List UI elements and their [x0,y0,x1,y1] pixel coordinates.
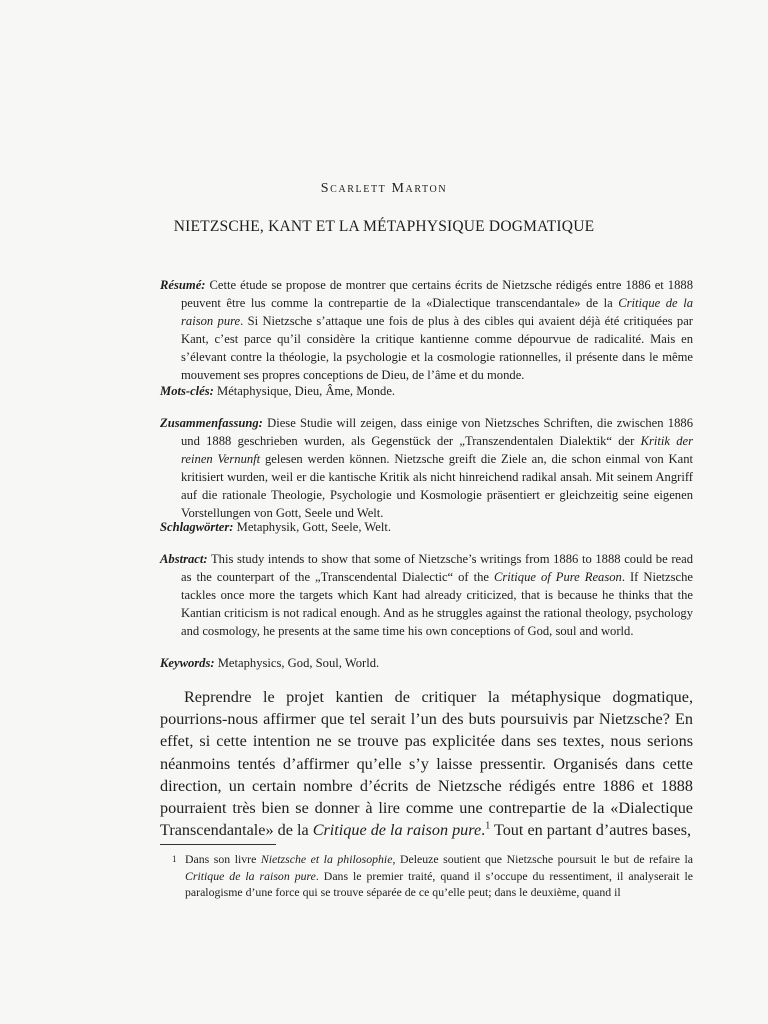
schlagwoerter-label: Schlagwörter: [160,520,234,534]
footnote-divider [160,844,276,845]
keywords-label: Keywords: [160,656,215,670]
motscles-label: Mots-clés: [160,384,214,398]
abstract-reference: Critique of Pure Reason [494,570,622,584]
keywords-text: Metaphysics, God, Soul, World. [214,656,380,670]
schlagwoerter-line [160,518,693,536]
footnote-text-2: , Deleuze soutient que Nietzsche poursuit le but de refaire la [392,852,693,866]
footnote-reference-2: Critique de la raison pure [185,868,316,883]
footnote-reference-1: Nietzsche et la philosophie [260,852,393,866]
footnote [160,851,693,901]
motscles-line [160,382,693,400]
body-reference: Critique de la raison pure [312,821,482,840]
resume-label: Résumé: [160,278,206,292]
footnote-text-3: . Dans le premier traité, quand il s’occupe du ressentiment, il analyserait le paralogisme d’une force qui se trouve séparée de ce qu’elle peut; dans le deuxième, quand il [185,868,693,900]
schlagwoerter-text: Metaphysik, Gott, Seele, Welt. [233,520,392,534]
motscles-text: Métaphysique, Dieu, Âme, Monde. [213,384,396,398]
resume-paragraph [160,276,693,384]
body-text-3: Tout en partant d’autres bases, [490,821,692,840]
resume-reference: Critique de la raison pure [181,296,693,328]
abstract-label: Abstract: [160,552,208,566]
resume-text-2: . Si Nietzsche s’attaque une fois de plus à des cibles qui avaient déjà été critiquées par Kant, c’est parce qu’il considère la critique kantienne comme dépourvue de radicalité. Mais en s’élevant contre la théologie, la psychologie et la cosmologie rationnelles, il présente dans le même mouvement ses propres conceptions de Dieu, de l’âme et du monde. [181,314,693,382]
resume-text-1: Cette étude se propose de montrer que certains écrits de Nietzsche rédigés entre 1886 et 1888 peuvent être lus comme la contrepartie de la «Dialectique transcendantale» de la [181,278,693,310]
zusammenfassung-label: Zusammenfassung: [160,416,263,430]
footnote-reference-mark[interactable]: 1 [485,820,491,832]
author-name: Scarlett Marton [320,181,448,196]
zusammenfassung-text-1: Diese Studie will zeigen, dass einige von Nietzsches Schriften, die zwischen 1886 und 1888 geschrieben wurden, als Gegenstück der „Transzendentalen Dialektik“ der [181,416,693,448]
zusammenfassung-reference: Kritik der reinen Vernunft [181,434,693,466]
zusammenfassung-text-2: gelesen werden können. Nietzsche greift die Ziele an, die schon einmal von Kant kritisiert wurden, weil er die kantische Kritik als nicht hinreichend radikal ansah. Mit seinem Angriff auf die rationale Theologie, Psychologie und Kosmologie präsentiert er gleichzeitig seine eigenen Vorstellungen von Gott, Seele und Welt. [181,452,693,520]
abstract-text-2: . If Nietzsche tackles once more the targets which Kant had already criticized, that is because he thinks that the Kantian criticism is not radical enough. And as he struggles against the rational theology, psychology and cosmology, he presents at the same time his own conceptions of God, soul and world. [181,570,694,638]
body-text-1: Reprendre le projet kantien de critiquer la métaphysique dogmatique, pourrions-nous affirmer que tel serait l’un des buts poursuivis par Nietzsche? En effet, si cette intention ne se trouve pas explicitée dans ses textes, nous serions néanmoins tentés d’affirmer qu’elle s’y laisse pressentir. Organisés dans cette direction, un certain nombre d’écrits de Nietzsche rédigés entre 1886 et 1888 pourraient très bien se donner à lire comme une contrepartie de la «Dialectique Transcendantale» de la [160,688,693,840]
body-text-2: . [481,821,486,840]
footnote-text-1: Dans son livre [185,852,261,866]
zusammenfassung-paragraph [160,414,693,522]
abstract-paragraph [160,550,693,640]
article-title: NIETZSCHE, KANT ET LA MÉTAPHYSIQUE DOGMATIQUE [173,218,595,235]
body-paragraph [160,686,693,841]
keywords-line [160,654,693,672]
footnote-number: 1 [172,854,177,864]
abstract-text-1: This study intends to show that some of Nietzsche’s writings from 1886 to 1888 could be read as the counterpart of the „Transcendental Dialectic“ of the [181,552,693,584]
